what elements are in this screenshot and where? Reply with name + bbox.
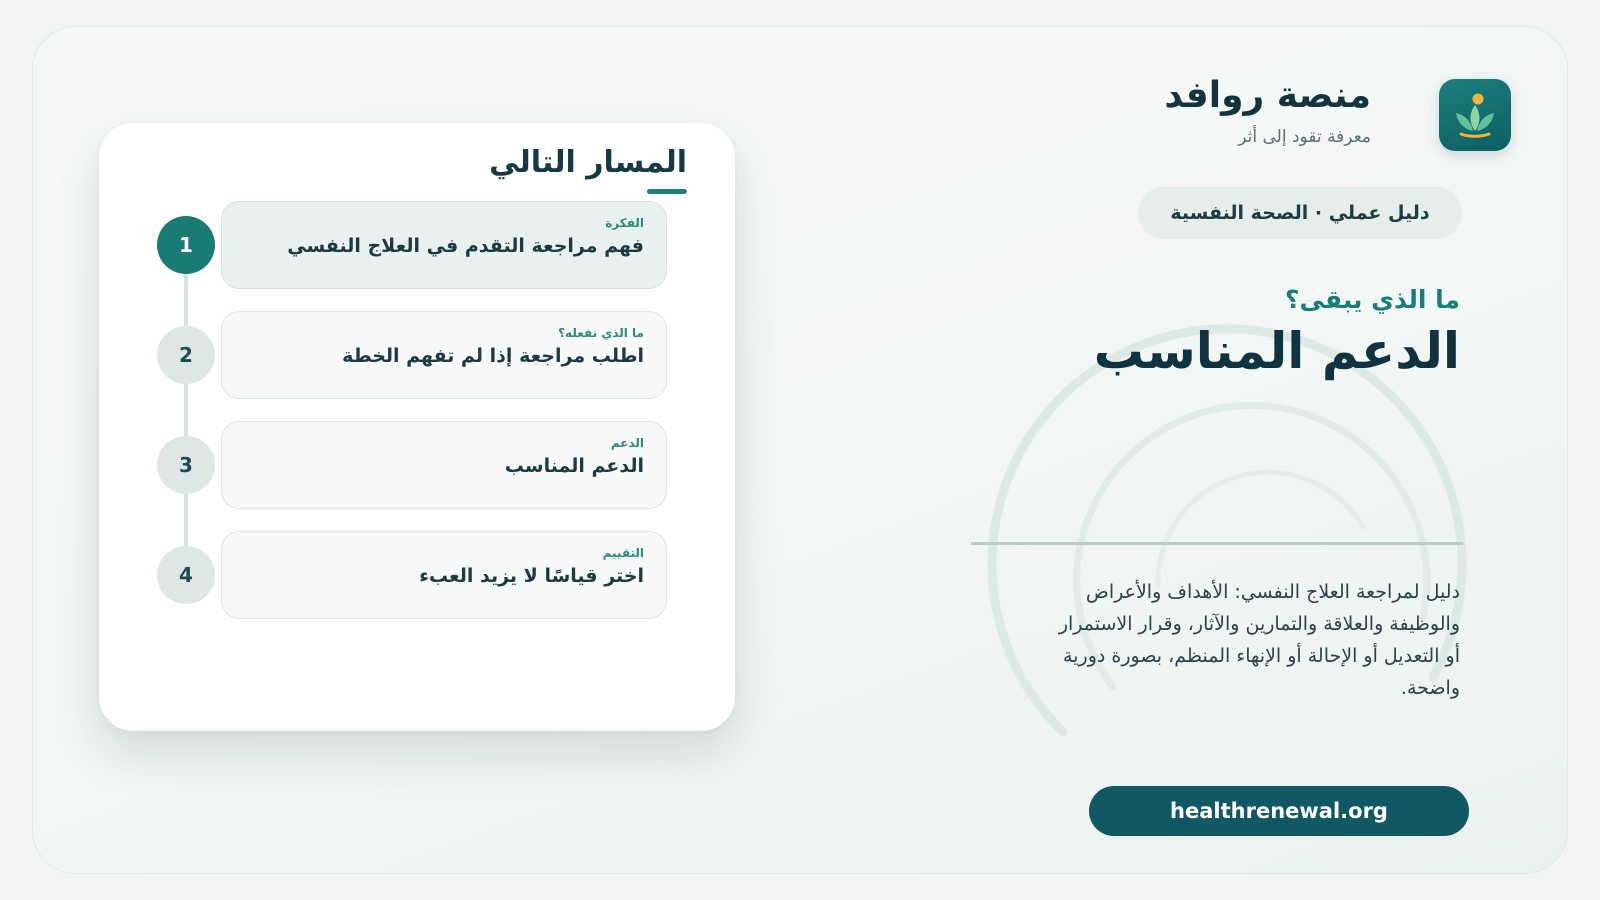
- path-card-title: المسار التالي: [489, 145, 687, 180]
- step-card-2[interactable]: [221, 311, 667, 399]
- hero-headline: الدعم المناسب: [1093, 322, 1460, 380]
- hero-description: دليل لمراجعة العلاج النفسي: الأهداف والأعراض والوظيفة والعلاقة والتمارين والآثار، وقرار الاستمرار أو التعديل أو الإحالة أو الإنهاء المنظم، بصورة دورية واضحة.: [1058, 581, 1460, 699]
- step-number-3: 3: [157, 436, 215, 494]
- step-card-1[interactable]: [221, 201, 667, 289]
- brand-logo-icon: [1439, 79, 1511, 151]
- brand-tagline: معرفة تقود إلى أثر: [1238, 127, 1371, 147]
- title-underline: [647, 189, 687, 194]
- step-text: فهم مراجعة التقدم في العلاج النفسي: [287, 235, 644, 257]
- website-link-button[interactable]: healthrenewal.org: [1089, 786, 1469, 836]
- step-label: ما الذي نفعله؟: [558, 326, 644, 340]
- step-number-4: 4: [157, 546, 215, 604]
- step-text: اختر قياسًا لا يزيد العبء: [419, 565, 644, 587]
- step-label: التقييم: [602, 546, 644, 560]
- slide-frame: [32, 26, 1568, 874]
- step-label: الدعم: [610, 436, 644, 450]
- step-text: الدعم المناسب: [504, 455, 644, 477]
- brand-name: منصة روافد: [1164, 75, 1371, 116]
- steps-connector: [184, 273, 188, 583]
- step-label: الفكرة: [605, 216, 644, 230]
- step-number-2: 2: [157, 326, 215, 384]
- category-pill: دليل عملي · الصحة النفسية: [1138, 187, 1462, 239]
- path-card: [99, 123, 735, 731]
- step-number-1: 1: [157, 216, 215, 274]
- divider: [971, 542, 1463, 545]
- step-text: اطلب مراجعة إذا لم تفهم الخطة: [342, 345, 644, 367]
- hero-kicker: ما الذي يبقى؟: [1285, 285, 1460, 314]
- step-card-4[interactable]: [221, 531, 667, 619]
- step-card-3[interactable]: [221, 421, 667, 509]
